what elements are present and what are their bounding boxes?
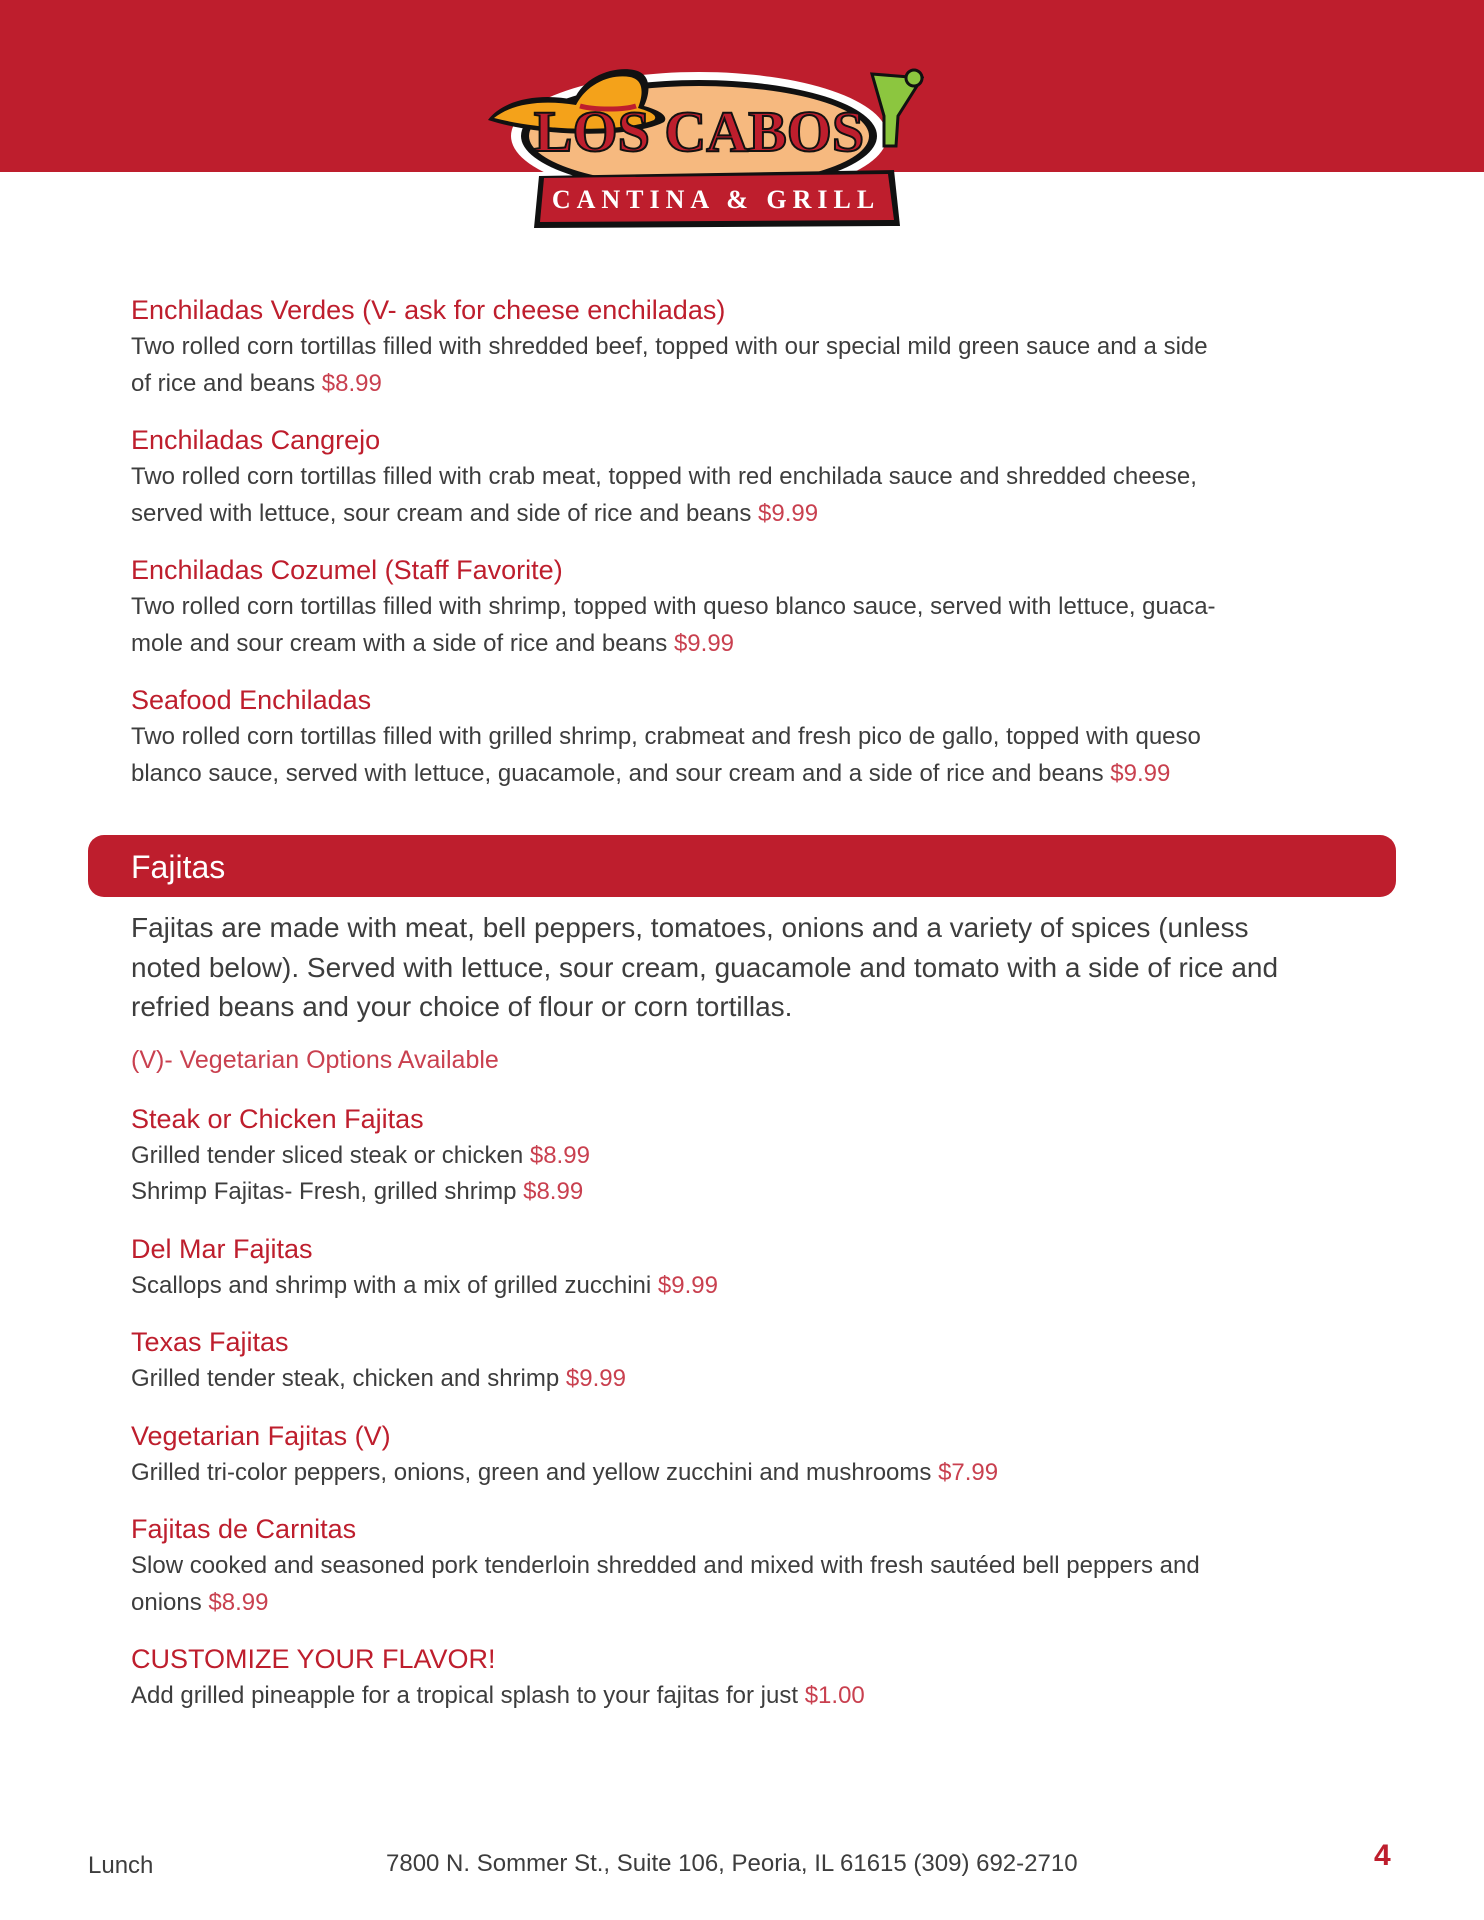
- item-desc: Scallops and shrimp with a mix of grilled zucchini $9.99: [131, 1271, 718, 1299]
- item-price: $8.99: [523, 1178, 584, 1205]
- los-cabos-logo: [484, 58, 924, 228]
- footer-label: Lunch: [88, 1852, 154, 1879]
- menu-item: [131, 552, 1351, 662]
- desc-line: mole and sour cream with a side of rice and beans $9.99: [131, 629, 735, 657]
- menu-item: [131, 1231, 1351, 1305]
- fajitas-intro: Fajitas are made with meat, bell peppers, tomatoes, onions and a variety of spices (unless noted below). Served with lettuce, sour cream, guacamole and tomato with a side of rice and refried beans and your choice of flour or corn tortillas.: [131, 912, 1279, 1022]
- menu-item: [131, 422, 1351, 532]
- desc-line: of rice and beans $8.99: [131, 369, 382, 397]
- item-name: Enchiladas Cangrejo: [131, 425, 381, 455]
- item-name: Texas Fajitas: [131, 1327, 289, 1357]
- item-name: Enchiladas Cozumel (Staff Favorite): [131, 555, 563, 585]
- fajitas-section-header: [88, 835, 1396, 897]
- desc-line: Two rolled corn tortillas filled with shredded beef, topped with our special mild green sauce and a side: [131, 333, 1208, 360]
- menu-item: [131, 1324, 1351, 1398]
- item-desc: Grilled tender sliced steak or chicken $8.99 Shrimp Fajitas- Fresh, grilled shrimp $8.99: [131, 1141, 590, 1205]
- menu-item: [131, 292, 1351, 402]
- fajitas-list: [131, 908, 1351, 1735]
- item-name: Steak or Chicken Fajitas: [131, 1103, 424, 1134]
- item-desc: [131, 719, 1351, 792]
- item-name: Fajitas de Carnitas: [131, 1514, 357, 1544]
- menu-item: [131, 1641, 1351, 1715]
- item-name: Enchiladas Verdes (V- ask for cheese enchiladas): [131, 295, 726, 325]
- item-price: $1.00: [804, 1682, 865, 1709]
- item-name: Del Mar Fajitas: [131, 1233, 313, 1264]
- item-price: $8.99: [529, 1141, 590, 1169]
- item-price: $9.99: [565, 1365, 626, 1392]
- logo-title: LOS CABOS: [533, 99, 865, 164]
- desc-line: blanco sauce, served with lettuce, guacamole, and sour cream and a side of rice and beans $9.99: [131, 759, 1171, 787]
- item-price: $7.99: [938, 1458, 999, 1486]
- item-price: $9.99: [673, 629, 735, 657]
- desc-line: Two rolled corn tortillas filled with shrimp, topped with queso blanco sauce, served with lettuce, guaca-: [131, 593, 1216, 620]
- menu-item: [131, 1101, 1351, 1211]
- desc-line: Two rolled corn tortillas filled with crab meat, topped with red enchilada sauce and shredded cheese,: [131, 463, 1197, 490]
- footer-address: 7800 N. Sommer St., Suite 106, Peoria, IL 61615 (309) 692-2710: [386, 1850, 1078, 1877]
- desc-line: served with lettuce, sour cream and side of rice and beans $9.99: [131, 499, 819, 527]
- page-number: 4: [1374, 1839, 1391, 1872]
- item-desc: Slow cooked and seasoned pork tenderloin shredded and mixed with fresh sautéed bell peppers and onions $8.99: [131, 1552, 1200, 1616]
- item-price: $8.99: [321, 369, 382, 397]
- item-desc: Grilled tri-color peppers, onions, green and yellow zucchini and mushrooms $7.99: [131, 1458, 999, 1486]
- menu-item: [131, 682, 1351, 792]
- item-price: $9.99: [758, 499, 819, 527]
- item-desc: [131, 459, 1351, 532]
- item-price: $9.99: [1110, 759, 1171, 787]
- menu-item: [131, 1418, 1351, 1492]
- desc-line: Two rolled corn tortillas filled with grilled shrimp, crabmeat and fresh pico de gallo, topped with queso: [131, 723, 1201, 750]
- item-price: $9.99: [657, 1271, 718, 1299]
- logo-tagline: CANTINA & GRILL: [551, 185, 881, 214]
- item-desc: Add grilled pineapple for a tropical splash to your fajitas for just $1.00: [131, 1682, 865, 1709]
- menu-item: [131, 1511, 1351, 1621]
- section-title: Fajitas: [131, 849, 226, 885]
- item-desc: Grilled tender steak, chicken and shrimp $9.99: [131, 1365, 626, 1392]
- vegetarian-note: (V)- Vegetarian Options Available: [131, 1045, 499, 1074]
- item-desc: [131, 329, 1351, 402]
- item-price: $8.99: [208, 1588, 269, 1616]
- item-name: Seafood Enchiladas: [131, 685, 372, 715]
- item-name: Vegetarian Fajitas (V): [131, 1420, 391, 1451]
- item-name: CUSTOMIZE YOUR FLAVOR!: [131, 1644, 496, 1674]
- enchiladas-list: [131, 292, 1351, 812]
- item-desc: [131, 589, 1351, 662]
